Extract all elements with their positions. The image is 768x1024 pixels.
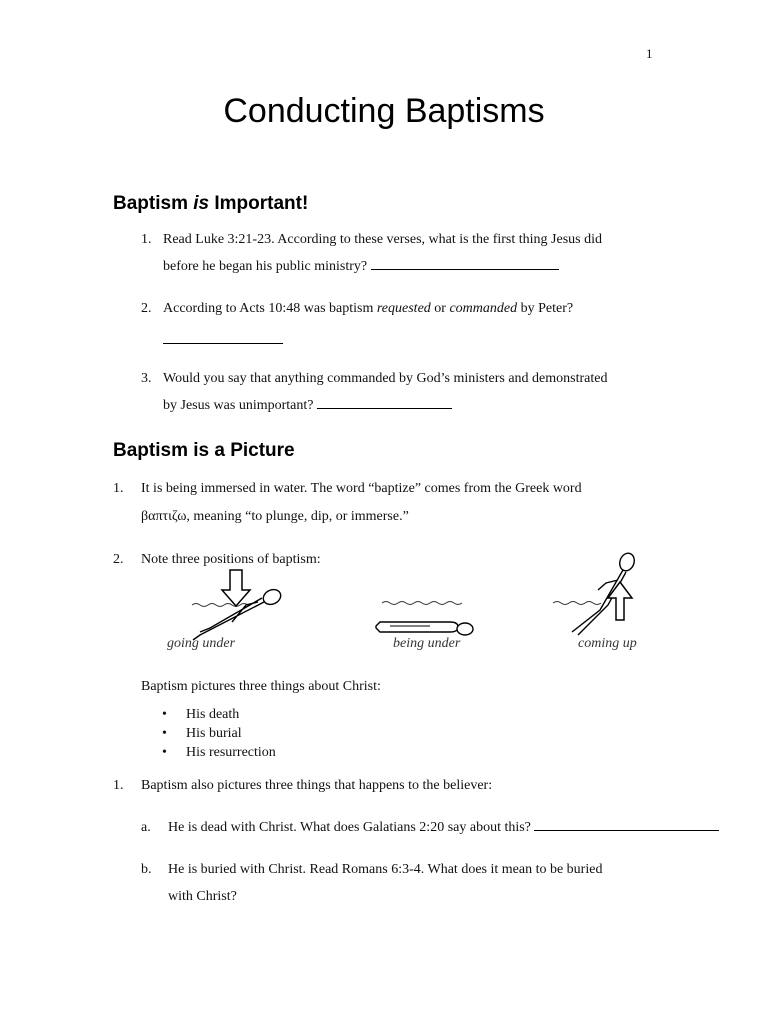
item-text: Note three positions of baptism: xyxy=(141,552,321,567)
item-text: Baptism also pictures three things that happens to the believer: xyxy=(141,778,493,793)
water-line-icon xyxy=(382,602,462,605)
figure-head-icon xyxy=(457,623,473,635)
question-line xyxy=(163,253,559,280)
sub-item-line xyxy=(168,814,719,841)
answer-blank[interactable] xyxy=(371,257,559,270)
coming-up-figure xyxy=(553,551,637,635)
answer-blank[interactable] xyxy=(317,396,452,409)
item-number: 1. xyxy=(113,778,124,793)
figure-icon xyxy=(193,598,264,640)
question-text: by Peter? xyxy=(517,301,574,316)
bullet-item: • His burial xyxy=(186,724,242,743)
item-number: 2. xyxy=(141,301,152,316)
sub-item-text: He is buried with Christ. Read Romans 6:3-4. What does it mean to be buried xyxy=(168,862,603,877)
heading-text: Baptism xyxy=(113,193,194,214)
question-line xyxy=(163,295,573,322)
section-heading-important xyxy=(113,193,308,215)
up-arrow-icon xyxy=(608,582,632,620)
answer-blank[interactable] xyxy=(534,818,719,831)
caption-being-under: being under xyxy=(393,636,461,651)
sub-item-text: with Christ? xyxy=(168,889,237,904)
figure-head-icon xyxy=(617,551,636,573)
question-text: According to Acts 10:48 was baptism xyxy=(163,301,377,316)
answer-blank[interactable] xyxy=(163,331,283,344)
emphasis-text: requested xyxy=(376,301,431,316)
question-text: Read Luke 3:21-23. According to these verses, what is the first thing Jesus did xyxy=(163,232,602,247)
down-arrow-icon xyxy=(222,570,250,606)
figure-icon xyxy=(376,622,458,632)
sub-item-letter: a. xyxy=(141,820,151,835)
water-line-icon xyxy=(553,602,601,605)
page-title: Conducting Baptisms xyxy=(223,92,545,130)
bullet-item: • His resurrection xyxy=(186,743,276,762)
item-number: 2. xyxy=(113,552,124,567)
caption-coming-up: coming up xyxy=(578,636,637,651)
sub-item-letter: b. xyxy=(141,862,152,877)
heading-emphasis: is xyxy=(193,193,210,214)
question-line xyxy=(163,392,452,419)
section-heading-picture: Baptism is a Picture xyxy=(113,440,295,461)
heading-text: Important! xyxy=(209,193,309,214)
pictures-intro: Baptism pictures three things about Christ: xyxy=(141,679,381,694)
sub-item-text: He is dead with Christ. What does Galatians 2:20 say about this? xyxy=(168,820,531,835)
page-number: 1 xyxy=(646,46,653,61)
going-under-figure xyxy=(192,570,283,640)
item-number: 1. xyxy=(113,481,124,496)
question-text: before he began his public ministry? xyxy=(163,259,368,274)
question-text: Would you say that anything commanded by God’s ministers and demonstrated xyxy=(163,371,608,386)
being-under-figure xyxy=(376,602,473,636)
item-number: 1. xyxy=(141,232,152,247)
item-text: It is being immersed in water. The word “baptize” comes from the Greek word xyxy=(141,481,582,496)
item-number: 3. xyxy=(141,371,152,386)
question-text: by Jesus was unimportant? xyxy=(163,398,314,413)
emphasis-text: commanded xyxy=(449,301,518,316)
item-text: βαπτιζω, meaning “to plunge, dip, or immerse.” xyxy=(141,509,409,524)
question-text: or xyxy=(430,301,450,316)
figure-head-icon xyxy=(261,587,283,607)
caption-going-under: going under xyxy=(167,636,236,651)
water-line-icon xyxy=(192,604,248,607)
bullet-item: • His death xyxy=(186,705,239,724)
